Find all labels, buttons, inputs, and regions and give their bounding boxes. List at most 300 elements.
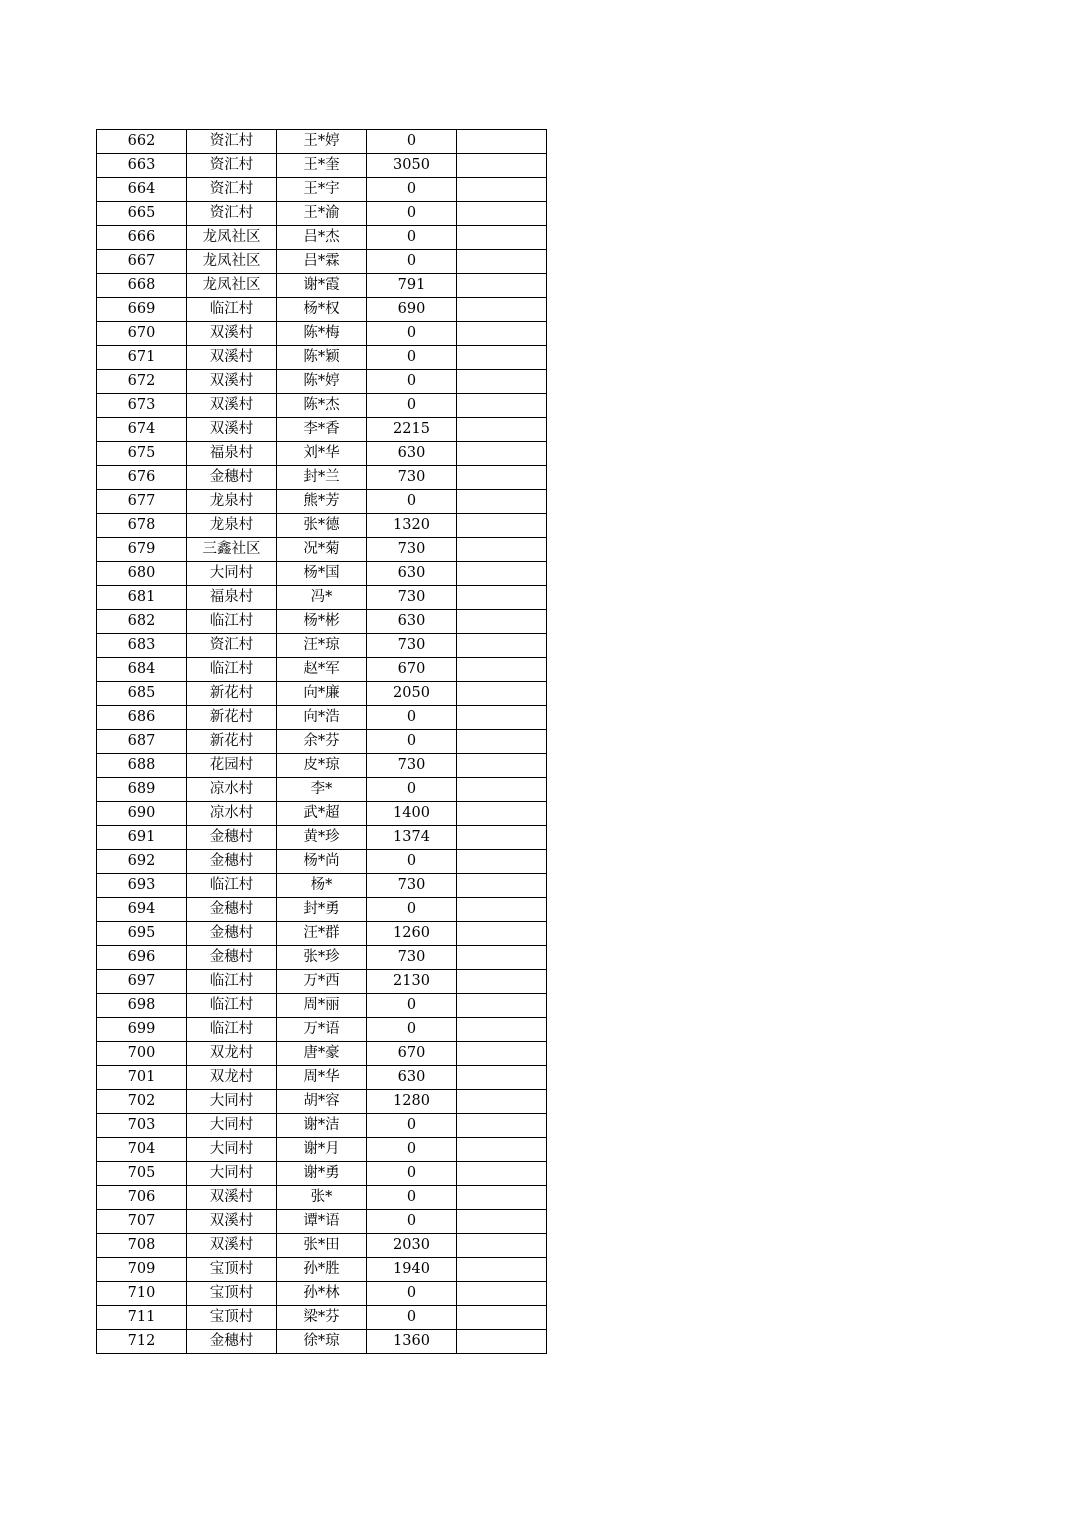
row-number-cell: 691	[97, 826, 187, 850]
remark-cell	[457, 1258, 547, 1282]
remark-cell	[457, 706, 547, 730]
name-cell: 王*奎	[277, 154, 367, 178]
amount-cell: 0	[367, 1018, 457, 1042]
amount-cell: 0	[367, 322, 457, 346]
row-number-cell: 704	[97, 1138, 187, 1162]
name-cell: 陈*颖	[277, 346, 367, 370]
name-cell: 汪*琼	[277, 634, 367, 658]
remark-cell	[457, 610, 547, 634]
row-number-cell: 698	[97, 994, 187, 1018]
amount-cell: 0	[367, 1162, 457, 1186]
row-number-cell: 678	[97, 514, 187, 538]
village-cell: 龙凤社区	[187, 274, 277, 298]
table-row	[97, 490, 547, 514]
name-cell: 谢*霞	[277, 274, 367, 298]
amount-cell: 0	[367, 1306, 457, 1330]
village-cell: 龙泉村	[187, 490, 277, 514]
row-number-cell: 690	[97, 802, 187, 826]
table-row	[97, 634, 547, 658]
name-cell: 封*勇	[277, 898, 367, 922]
village-cell: 龙凤社区	[187, 250, 277, 274]
remark-cell	[457, 442, 547, 466]
remark-cell	[457, 1066, 547, 1090]
remark-cell	[457, 1234, 547, 1258]
village-cell: 资汇村	[187, 130, 277, 154]
table-row	[97, 466, 547, 490]
table-row	[97, 1282, 547, 1306]
row-number-cell: 697	[97, 970, 187, 994]
table-row	[97, 130, 547, 154]
remark-cell	[457, 202, 547, 226]
village-cell: 金穗村	[187, 466, 277, 490]
village-cell: 宝顶村	[187, 1306, 277, 1330]
name-cell: 杨*彬	[277, 610, 367, 634]
village-cell: 宝顶村	[187, 1282, 277, 1306]
remark-cell	[457, 1018, 547, 1042]
village-cell: 临江村	[187, 658, 277, 682]
name-cell: 孙*胜	[277, 1258, 367, 1282]
amount-cell: 0	[367, 898, 457, 922]
table-row	[97, 1306, 547, 1330]
village-cell: 凉水村	[187, 778, 277, 802]
row-number-cell: 662	[97, 130, 187, 154]
amount-cell: 1360	[367, 1330, 457, 1354]
amount-cell: 1400	[367, 802, 457, 826]
remark-cell	[457, 466, 547, 490]
table-row	[97, 418, 547, 442]
row-number-cell: 710	[97, 1282, 187, 1306]
village-cell: 金穗村	[187, 850, 277, 874]
village-cell: 双溪村	[187, 346, 277, 370]
table-row	[97, 658, 547, 682]
village-cell: 临江村	[187, 610, 277, 634]
row-number-cell: 677	[97, 490, 187, 514]
village-cell: 临江村	[187, 970, 277, 994]
remark-cell	[457, 850, 547, 874]
amount-cell: 0	[367, 850, 457, 874]
name-cell: 谢*月	[277, 1138, 367, 1162]
name-cell: 孙*林	[277, 1282, 367, 1306]
village-cell: 双溪村	[187, 418, 277, 442]
row-number-cell: 671	[97, 346, 187, 370]
amount-cell: 2130	[367, 970, 457, 994]
table-row	[97, 1138, 547, 1162]
remark-cell	[457, 298, 547, 322]
amount-cell: 1374	[367, 826, 457, 850]
village-cell: 大同村	[187, 1090, 277, 1114]
village-cell: 大同村	[187, 1138, 277, 1162]
village-cell: 福泉村	[187, 586, 277, 610]
table-row	[97, 346, 547, 370]
row-number-cell: 674	[97, 418, 187, 442]
table-row	[97, 754, 547, 778]
row-number-cell: 685	[97, 682, 187, 706]
name-cell: 谢*勇	[277, 1162, 367, 1186]
table-row	[97, 850, 547, 874]
table-row	[97, 250, 547, 274]
row-number-cell: 684	[97, 658, 187, 682]
name-cell: 张*田	[277, 1234, 367, 1258]
name-cell: 徐*琼	[277, 1330, 367, 1354]
row-number-cell: 679	[97, 538, 187, 562]
village-cell: 新花村	[187, 706, 277, 730]
name-cell: 黄*珍	[277, 826, 367, 850]
remark-cell	[457, 994, 547, 1018]
remark-cell	[457, 1306, 547, 1330]
amount-cell: 730	[367, 754, 457, 778]
village-cell: 新花村	[187, 730, 277, 754]
village-cell: 龙泉村	[187, 514, 277, 538]
remark-cell	[457, 922, 547, 946]
village-cell: 金穗村	[187, 922, 277, 946]
name-cell: 李*香	[277, 418, 367, 442]
remark-cell	[457, 394, 547, 418]
name-cell: 李*	[277, 778, 367, 802]
village-cell: 新花村	[187, 682, 277, 706]
table-row	[97, 970, 547, 994]
table-row	[97, 202, 547, 226]
table-row	[97, 1234, 547, 1258]
row-number-cell: 711	[97, 1306, 187, 1330]
amount-cell: 730	[367, 538, 457, 562]
table-row	[97, 394, 547, 418]
row-number-cell: 666	[97, 226, 187, 250]
name-cell: 王*渝	[277, 202, 367, 226]
amount-cell: 1320	[367, 514, 457, 538]
village-cell: 大同村	[187, 1114, 277, 1138]
remark-cell	[457, 754, 547, 778]
amount-cell: 0	[367, 1186, 457, 1210]
village-cell: 双溪村	[187, 370, 277, 394]
row-number-cell: 700	[97, 1042, 187, 1066]
name-cell: 万*西	[277, 970, 367, 994]
row-number-cell: 669	[97, 298, 187, 322]
remark-cell	[457, 1138, 547, 1162]
village-cell: 双龙村	[187, 1066, 277, 1090]
village-cell: 临江村	[187, 1018, 277, 1042]
village-cell: 花园村	[187, 754, 277, 778]
village-cell: 资汇村	[187, 178, 277, 202]
row-number-cell: 680	[97, 562, 187, 586]
remark-cell	[457, 250, 547, 274]
name-cell: 向*浩	[277, 706, 367, 730]
table-row	[97, 1042, 547, 1066]
amount-cell: 791	[367, 274, 457, 298]
table-row	[97, 298, 547, 322]
row-number-cell: 665	[97, 202, 187, 226]
amount-cell: 0	[367, 130, 457, 154]
remark-cell	[457, 490, 547, 514]
row-number-cell: 670	[97, 322, 187, 346]
table-row	[97, 1066, 547, 1090]
remark-cell	[457, 562, 547, 586]
table-row	[97, 586, 547, 610]
table-row	[97, 1114, 547, 1138]
row-number-cell: 706	[97, 1186, 187, 1210]
village-cell: 双溪村	[187, 394, 277, 418]
remark-cell	[457, 1114, 547, 1138]
name-cell: 陈*杰	[277, 394, 367, 418]
name-cell: 张*德	[277, 514, 367, 538]
remark-cell	[457, 346, 547, 370]
row-number-cell: 664	[97, 178, 187, 202]
amount-cell: 3050	[367, 154, 457, 178]
remark-cell	[457, 274, 547, 298]
table-row	[97, 178, 547, 202]
table-row	[97, 922, 547, 946]
remark-cell	[457, 1330, 547, 1354]
remark-cell	[457, 682, 547, 706]
table-row	[97, 1162, 547, 1186]
village-cell: 大同村	[187, 562, 277, 586]
amount-cell: 730	[367, 874, 457, 898]
table-row	[97, 994, 547, 1018]
village-cell: 资汇村	[187, 154, 277, 178]
amount-cell: 0	[367, 226, 457, 250]
village-cell: 双溪村	[187, 1234, 277, 1258]
amount-cell: 0	[367, 202, 457, 226]
row-number-cell: 709	[97, 1258, 187, 1282]
amount-cell: 0	[367, 1282, 457, 1306]
remark-cell	[457, 1210, 547, 1234]
remark-cell	[457, 946, 547, 970]
name-cell: 杨*	[277, 874, 367, 898]
table-row	[97, 538, 547, 562]
name-cell: 赵*军	[277, 658, 367, 682]
row-number-cell: 692	[97, 850, 187, 874]
table-row	[97, 1330, 547, 1354]
table-row	[97, 1186, 547, 1210]
table-row	[97, 1258, 547, 1282]
row-number-cell: 687	[97, 730, 187, 754]
name-cell: 谢*洁	[277, 1114, 367, 1138]
amount-cell: 630	[367, 562, 457, 586]
name-cell: 杨*权	[277, 298, 367, 322]
amount-cell: 0	[367, 1210, 457, 1234]
table-row	[97, 874, 547, 898]
row-number-cell: 701	[97, 1066, 187, 1090]
table-row	[97, 682, 547, 706]
village-cell: 金穗村	[187, 898, 277, 922]
village-cell: 临江村	[187, 298, 277, 322]
name-cell: 王*宇	[277, 178, 367, 202]
row-number-cell: 693	[97, 874, 187, 898]
village-cell: 资汇村	[187, 202, 277, 226]
village-cell: 金穗村	[187, 1330, 277, 1354]
amount-cell: 1280	[367, 1090, 457, 1114]
amount-cell: 0	[367, 394, 457, 418]
row-number-cell: 675	[97, 442, 187, 466]
name-cell: 刘*华	[277, 442, 367, 466]
village-cell: 凉水村	[187, 802, 277, 826]
remark-cell	[457, 154, 547, 178]
table-row	[97, 322, 547, 346]
village-cell: 临江村	[187, 874, 277, 898]
name-cell: 周*华	[277, 1066, 367, 1090]
row-number-cell: 694	[97, 898, 187, 922]
village-cell: 金穗村	[187, 826, 277, 850]
name-cell: 熊*芳	[277, 490, 367, 514]
row-number-cell: 703	[97, 1114, 187, 1138]
name-cell: 冯*	[277, 586, 367, 610]
name-cell: 皮*琼	[277, 754, 367, 778]
remark-cell	[457, 418, 547, 442]
remark-cell	[457, 322, 547, 346]
remark-cell	[457, 178, 547, 202]
amount-cell: 730	[367, 466, 457, 490]
table-row	[97, 226, 547, 250]
amount-cell: 670	[367, 658, 457, 682]
amount-cell: 0	[367, 1138, 457, 1162]
amount-cell: 630	[367, 442, 457, 466]
amount-cell: 0	[367, 994, 457, 1018]
row-number-cell: 673	[97, 394, 187, 418]
remark-cell	[457, 1162, 547, 1186]
row-number-cell: 686	[97, 706, 187, 730]
village-cell: 三鑫社区	[187, 538, 277, 562]
amount-cell: 2030	[367, 1234, 457, 1258]
table-row	[97, 778, 547, 802]
amount-cell: 0	[367, 730, 457, 754]
remark-cell	[457, 874, 547, 898]
table-row	[97, 442, 547, 466]
amount-cell: 730	[367, 586, 457, 610]
name-cell: 封*兰	[277, 466, 367, 490]
remark-cell	[457, 370, 547, 394]
table-row	[97, 802, 547, 826]
village-cell: 金穗村	[187, 946, 277, 970]
table-row	[97, 514, 547, 538]
village-cell: 福泉村	[187, 442, 277, 466]
row-number-cell: 695	[97, 922, 187, 946]
row-number-cell: 699	[97, 1018, 187, 1042]
remark-cell	[457, 1282, 547, 1306]
remark-cell	[457, 970, 547, 994]
row-number-cell: 707	[97, 1210, 187, 1234]
remark-cell	[457, 898, 547, 922]
row-number-cell: 667	[97, 250, 187, 274]
row-number-cell: 712	[97, 1330, 187, 1354]
name-cell: 谭*语	[277, 1210, 367, 1234]
table-row	[97, 154, 547, 178]
amount-cell: 0	[367, 778, 457, 802]
remark-cell	[457, 1186, 547, 1210]
table-body	[97, 130, 547, 1354]
row-number-cell: 705	[97, 1162, 187, 1186]
name-cell: 吕*杰	[277, 226, 367, 250]
amount-cell: 630	[367, 610, 457, 634]
amount-cell: 730	[367, 634, 457, 658]
name-cell: 张*	[277, 1186, 367, 1210]
row-number-cell: 702	[97, 1090, 187, 1114]
table-row	[97, 826, 547, 850]
row-number-cell: 683	[97, 634, 187, 658]
remark-cell	[457, 658, 547, 682]
remark-cell	[457, 634, 547, 658]
name-cell: 周*丽	[277, 994, 367, 1018]
remark-cell	[457, 586, 547, 610]
remark-cell	[457, 778, 547, 802]
amount-cell: 0	[367, 250, 457, 274]
name-cell: 张*珍	[277, 946, 367, 970]
remark-cell	[457, 130, 547, 154]
name-cell: 唐*豪	[277, 1042, 367, 1066]
remark-cell	[457, 826, 547, 850]
row-number-cell: 696	[97, 946, 187, 970]
amount-cell: 1260	[367, 922, 457, 946]
row-number-cell: 663	[97, 154, 187, 178]
amount-cell: 0	[367, 178, 457, 202]
row-number-cell: 688	[97, 754, 187, 778]
row-number-cell: 668	[97, 274, 187, 298]
amount-cell: 0	[367, 490, 457, 514]
amount-cell: 0	[367, 346, 457, 370]
table-row	[97, 274, 547, 298]
amount-cell: 630	[367, 1066, 457, 1090]
amount-cell: 670	[367, 1042, 457, 1066]
name-cell: 陈*婷	[277, 370, 367, 394]
name-cell: 王*婷	[277, 130, 367, 154]
name-cell: 万*语	[277, 1018, 367, 1042]
amount-cell: 0	[367, 706, 457, 730]
table-row	[97, 946, 547, 970]
name-cell: 梁*芬	[277, 1306, 367, 1330]
row-number-cell: 681	[97, 586, 187, 610]
name-cell: 武*超	[277, 802, 367, 826]
remark-cell	[457, 514, 547, 538]
table-row	[97, 610, 547, 634]
village-cell: 龙凤社区	[187, 226, 277, 250]
table-row	[97, 562, 547, 586]
village-cell: 双溪村	[187, 322, 277, 346]
village-cell: 资汇村	[187, 634, 277, 658]
remark-cell	[457, 1042, 547, 1066]
remark-cell	[457, 538, 547, 562]
table-row	[97, 1090, 547, 1114]
amount-cell: 730	[367, 946, 457, 970]
village-cell: 双溪村	[187, 1210, 277, 1234]
table-row	[97, 370, 547, 394]
amount-cell: 0	[367, 1114, 457, 1138]
amount-cell: 2215	[367, 418, 457, 442]
table-row	[97, 898, 547, 922]
village-cell: 宝顶村	[187, 1258, 277, 1282]
name-cell: 杨*国	[277, 562, 367, 586]
name-cell: 况*菊	[277, 538, 367, 562]
amount-cell: 1940	[367, 1258, 457, 1282]
remark-cell	[457, 226, 547, 250]
name-cell: 余*芬	[277, 730, 367, 754]
table-row	[97, 1018, 547, 1042]
name-cell: 汪*群	[277, 922, 367, 946]
remark-cell	[457, 1090, 547, 1114]
table-row	[97, 1210, 547, 1234]
row-number-cell: 676	[97, 466, 187, 490]
data-table	[96, 129, 547, 1354]
amount-cell: 2050	[367, 682, 457, 706]
row-number-cell: 672	[97, 370, 187, 394]
village-cell: 双龙村	[187, 1042, 277, 1066]
row-number-cell: 682	[97, 610, 187, 634]
village-cell: 双溪村	[187, 1186, 277, 1210]
remark-cell	[457, 730, 547, 754]
name-cell: 吕*霖	[277, 250, 367, 274]
amount-cell: 690	[367, 298, 457, 322]
row-number-cell: 689	[97, 778, 187, 802]
amount-cell: 0	[367, 370, 457, 394]
name-cell: 胡*容	[277, 1090, 367, 1114]
table-row	[97, 706, 547, 730]
